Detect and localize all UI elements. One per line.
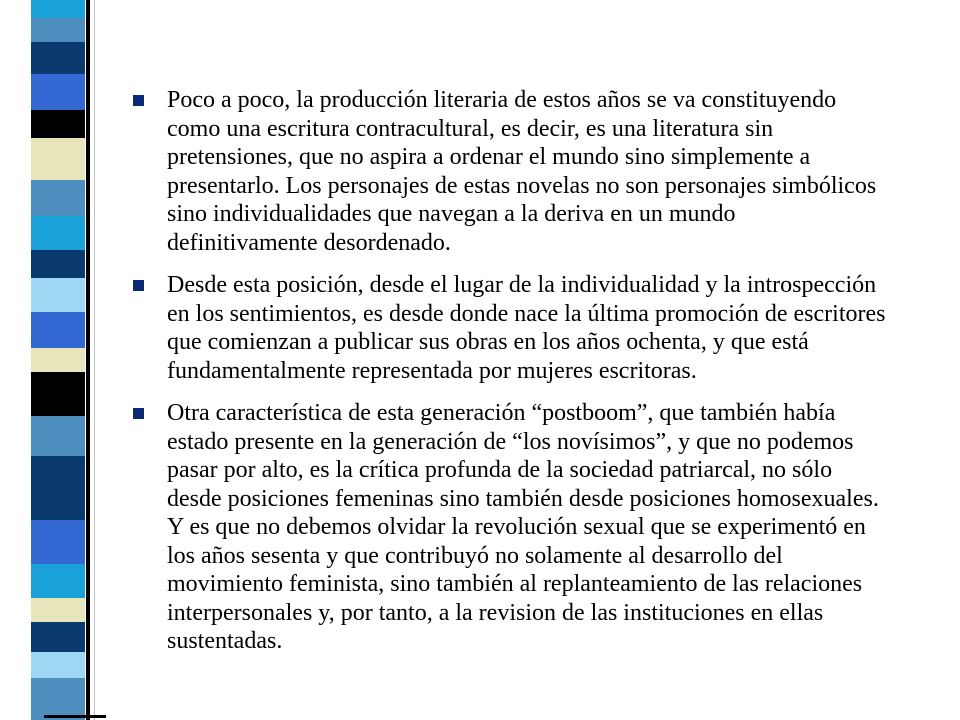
stripe-block xyxy=(31,478,85,520)
stripe-block xyxy=(31,110,85,138)
square-bullet-icon xyxy=(133,280,144,291)
stripe-bottom-line xyxy=(44,715,106,718)
stripe-block xyxy=(31,678,85,720)
bullet-text: Otra característica de esta generación “postboom”, que también había estado presente en la generación de “los novísimos”, y que no podemos pasar por alto, es la crítica profunda de la sociedad patriarcal, no sólo desde posiciones femeninas sino también desde posiciones homosexuales. Y es que no debemos olvidar la revolución sexual que se experimentó en los años sesenta y que contribuyó no solamente al desarrollo del movimiento feminista, sino también al replanteamiento de las relaciones interpersonales y, por tanto, a la revision de las instituciones en ellas sustentadas. xyxy=(167,400,879,654)
stripe-shadow-line xyxy=(94,0,95,720)
bullet-text: Poco a poco, la producción literaria de estos años se va constituyendo como una escritura contracultural, es decir, es una literatura sin pretensiones, que no aspira a ordenar el mundo sino simplemente a presentarlo. Los personajes de estas novelas no son personajes simbólicos sino individualidades que navegan a la deriva en un mundo definitivamente desordenado. xyxy=(167,87,877,256)
stripe-block xyxy=(31,564,85,598)
stripe-block xyxy=(31,372,85,416)
bullet-item xyxy=(128,271,888,385)
stripe-block xyxy=(31,74,85,110)
stripe-block xyxy=(31,520,85,564)
stripe-block xyxy=(31,312,85,348)
stripe-block xyxy=(31,0,85,18)
stripe-block xyxy=(31,416,85,456)
square-bullet-icon xyxy=(133,408,144,419)
stripe-block xyxy=(31,216,85,250)
stripe-block xyxy=(31,348,85,372)
stripe-block xyxy=(31,180,85,216)
stripe-block xyxy=(31,278,85,312)
stripe-block xyxy=(31,598,85,622)
decorative-color-stripe xyxy=(31,0,85,720)
bullet-text: Desde esta posición, desde el lugar de la individualidad y la introspección en los sentimientos, es desde donde nace la última promoción de escritores que comienzan a publicar sus obras en los años ochenta, y que está fundamentalmente representada por mujeres escritoras. xyxy=(167,272,886,384)
stripe-block xyxy=(31,138,85,180)
stripe-block xyxy=(31,42,85,74)
stripe-block xyxy=(31,456,85,478)
bullet-item xyxy=(128,399,888,656)
stripe-block xyxy=(31,652,85,678)
stripe-block xyxy=(31,622,85,652)
stripe-divider-line xyxy=(86,0,90,720)
bullet-list xyxy=(128,86,888,670)
stripe-block xyxy=(31,18,85,42)
square-bullet-icon xyxy=(133,95,144,106)
bullet-item xyxy=(128,86,888,257)
stripe-block xyxy=(31,250,85,278)
